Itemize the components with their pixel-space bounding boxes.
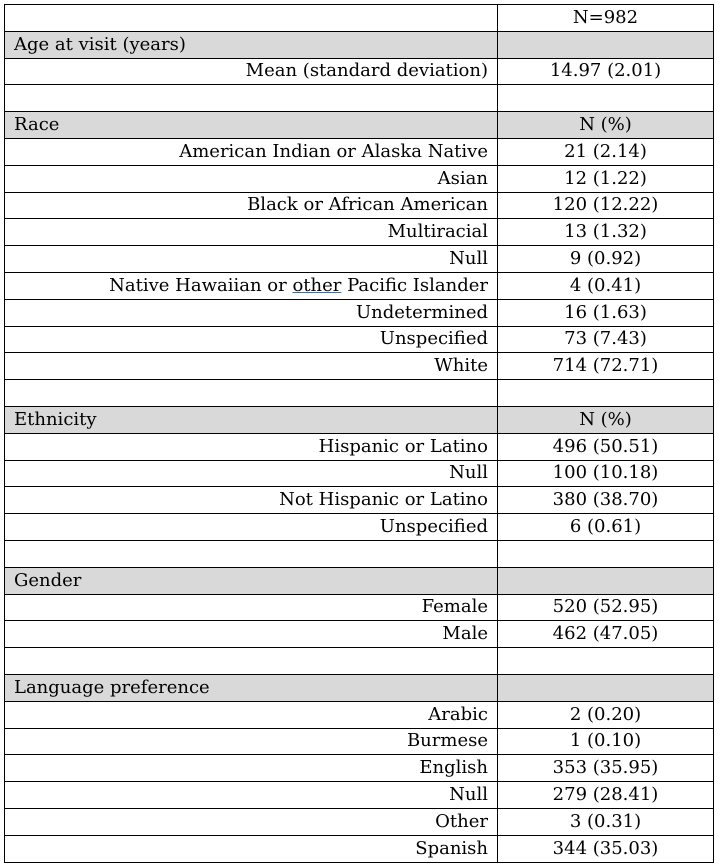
section-title: Race — [5, 112, 498, 139]
row-value: 16 (1.63) — [498, 299, 714, 326]
row-label: Hispanic or Latino — [5, 433, 498, 460]
table-row — [5, 219, 714, 246]
row-label: Female — [5, 594, 498, 621]
row-value: 100 (10.18) — [498, 460, 714, 487]
row-value: 380 (38.70) — [498, 487, 714, 514]
row-label: Not Hispanic or Latino — [5, 487, 498, 514]
row-value: 13 (1.32) — [498, 219, 714, 246]
section-column-header — [498, 674, 714, 701]
corner-cell — [5, 5, 498, 32]
section-column-header — [498, 567, 714, 594]
row-label: Male — [5, 621, 498, 648]
row-value: 520 (52.95) — [498, 594, 714, 621]
section-header-row — [5, 674, 714, 701]
table-row — [5, 433, 714, 460]
table-row — [5, 192, 714, 219]
row-label: American Indian or Alaska Native — [5, 138, 498, 165]
spacer-cell — [498, 648, 714, 675]
row-label: Asian — [5, 165, 498, 192]
section-header-row — [5, 31, 714, 58]
table-row — [5, 272, 714, 299]
table-row — [5, 353, 714, 380]
table-row — [5, 165, 714, 192]
row-label: Mean (standard deviation) — [5, 58, 498, 85]
table-row — [5, 701, 714, 728]
row-value: 9 (0.92) — [498, 246, 714, 273]
row-label: Undetermined — [5, 299, 498, 326]
section-column-header: N (%) — [498, 112, 714, 139]
table-row — [5, 594, 714, 621]
spacer-cell — [5, 380, 498, 407]
n-header-cell: N=982 — [498, 5, 714, 32]
row-value: 1 (0.10) — [498, 728, 714, 755]
row-label: Black or African American — [5, 192, 498, 219]
section-column-header — [498, 31, 714, 58]
row-value: 496 (50.51) — [498, 433, 714, 460]
row-value: 73 (7.43) — [498, 326, 714, 353]
table-row — [5, 621, 714, 648]
table-row — [5, 246, 714, 273]
spacer-row — [5, 380, 714, 407]
spacer-row — [5, 648, 714, 675]
table-row — [5, 138, 714, 165]
row-value: 21 (2.14) — [498, 138, 714, 165]
section-header-row — [5, 567, 714, 594]
table-row — [5, 514, 714, 541]
row-value: 4 (0.41) — [498, 272, 714, 299]
demographics-table-body — [5, 5, 714, 863]
spacer-cell — [5, 648, 498, 675]
section-title: Language preference — [5, 674, 498, 701]
table-row — [5, 755, 714, 782]
row-label: Other — [5, 808, 498, 835]
row-value: 12 (1.22) — [498, 165, 714, 192]
row-label: Unspecified — [5, 326, 498, 353]
spacer-row — [5, 85, 714, 112]
demographics-table — [4, 4, 714, 863]
table-row — [5, 835, 714, 862]
spacer-cell — [498, 380, 714, 407]
row-value: 2 (0.20) — [498, 701, 714, 728]
row-value: 462 (47.05) — [498, 621, 714, 648]
row-label: Unspecified — [5, 514, 498, 541]
row-value: 344 (35.03) — [498, 835, 714, 862]
spacer-row — [5, 540, 714, 567]
row-label: English — [5, 755, 498, 782]
table-row — [5, 487, 714, 514]
spellcheck-underlined-word: other — [292, 274, 342, 296]
table-row — [5, 728, 714, 755]
row-value: 279 (28.41) — [498, 782, 714, 809]
row-label: Null — [5, 460, 498, 487]
row-value: 14.97 (2.01) — [498, 58, 714, 85]
row-value: 120 (12.22) — [498, 192, 714, 219]
row-value: 714 (72.71) — [498, 353, 714, 380]
section-header-row — [5, 112, 714, 139]
section-header-row — [5, 406, 714, 433]
table-row — [5, 782, 714, 809]
table-row — [5, 58, 714, 85]
section-title: Ethnicity — [5, 406, 498, 433]
row-label: Null — [5, 246, 498, 273]
section-title: Gender — [5, 567, 498, 594]
table-row — [5, 460, 714, 487]
table-row — [5, 326, 714, 353]
table-row — [5, 299, 714, 326]
row-value: 6 (0.61) — [498, 514, 714, 541]
spacer-cell — [5, 540, 498, 567]
table-header-row — [5, 5, 714, 32]
section-title: Age at visit (years) — [5, 31, 498, 58]
row-label: Native Hawaiian or other Pacific Islander — [5, 272, 498, 299]
row-label: Multiracial — [5, 219, 498, 246]
row-label: Null — [5, 782, 498, 809]
row-label: White — [5, 353, 498, 380]
spacer-cell — [498, 85, 714, 112]
row-label: Spanish — [5, 835, 498, 862]
spacer-cell — [5, 85, 498, 112]
table-row — [5, 808, 714, 835]
row-value: 353 (35.95) — [498, 755, 714, 782]
row-value: 3 (0.31) — [498, 808, 714, 835]
row-label: Arabic — [5, 701, 498, 728]
row-label: Burmese — [5, 728, 498, 755]
section-column-header: N (%) — [498, 406, 714, 433]
spacer-cell — [498, 540, 714, 567]
